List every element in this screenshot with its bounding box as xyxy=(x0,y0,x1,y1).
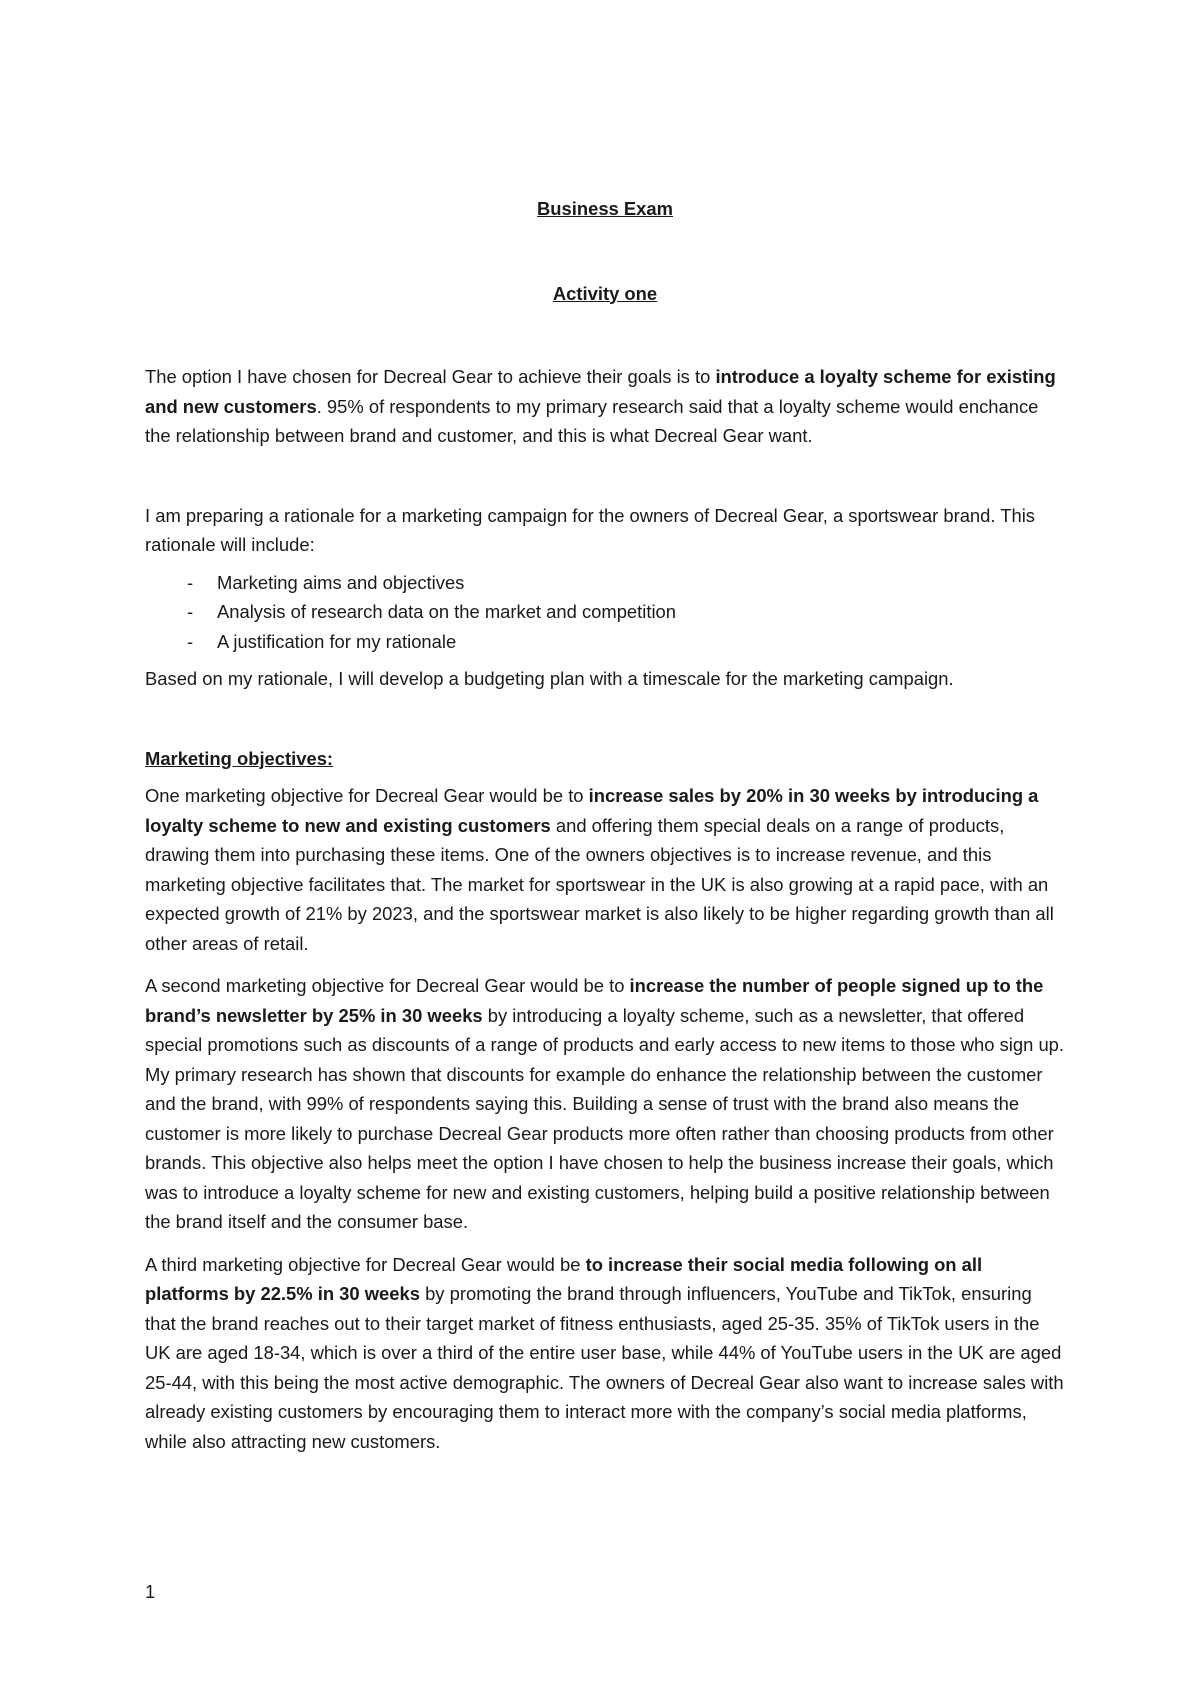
intro-text-1: The option I have chosen for Decreal Gear to achieve their goals is to xyxy=(145,366,716,387)
objective-1-paragraph xyxy=(145,781,1065,958)
objective-3-paragraph xyxy=(145,1250,1065,1457)
bullet-dash: - xyxy=(187,601,194,622)
document-body xyxy=(145,194,1065,1456)
intro-bold-text: introduce a loyalty scheme for existing and new customers xyxy=(145,366,1056,417)
intro-text-2: . 95% of respondents to my primary research said that a loyalty scheme would enchance the relationship between brand and customer, and this is what Decreal Gear want. xyxy=(145,395,1039,446)
objective-2-paragraph xyxy=(145,971,1065,1237)
rationale-intro-paragraph: I am preparing a rationale for a marketing campaign for the owners of Decreal Gear, a sportswear brand. This rationale will include: xyxy=(145,504,1036,555)
bullet-text: A justification for my rationale xyxy=(217,630,457,652)
bullet-dash: - xyxy=(187,630,194,652)
bullet-dash: - xyxy=(187,571,194,593)
objective-1-text-1: One marketing objective for Decreal Gear would be to xyxy=(145,785,589,806)
rationale-bullet-list xyxy=(145,568,1065,657)
objective-3-text-1: A third marketing objective for Decreal Gear would be xyxy=(145,1253,586,1275)
bullet-text: Analysis of research data on the market and competition xyxy=(217,601,676,622)
objective-2-bold-text: increase the number of people signed up to the brand’s newsletter by 25% in 30 weeks xyxy=(145,975,1044,1026)
objective-3-bold-text: to increase their social media following on all platforms by 22.5% in 30 weeks xyxy=(145,1253,983,1304)
list-item xyxy=(145,568,1065,598)
objective-3-text-2: by promoting the brand through influencers, YouTube and TikTok, ensuring that the brand reaches out to their target market of fitness enthusiasts, aged 25-35. 35% of TikTok users in the UK are aged 18-34, which is over a third of the entire user base, while 44% of YouTube users in the UK are aged 25-44, with this being the most active demographic. The owners of Decreal Gear also want to increase sales with already existing customers by encouraging them to interact more with the company’s social media platforms, while also attracting new customers. xyxy=(145,1283,1064,1452)
objective-1-bold-text: increase sales by 20% in 30 weeks by introducing a loyalty scheme to new and existing customers xyxy=(145,785,1039,836)
bullet-text: Marketing aims and objectives xyxy=(217,571,465,593)
objectives-heading: Marketing objectives: xyxy=(145,747,334,769)
objective-2-text-1: A second marketing objective for Decreal Gear would be to xyxy=(145,975,630,996)
objective-2-text-2: by introducing a loyalty scheme, such as a newsletter, that offered special promotions such as discounts of a range of products and early access to new items to those who sign up. My primary research has shown that discounts for example do enhance the relationship between the customer and the brand, with 99% of respondents saying this. Building a sense of trust with the brand also means the customer is more likely to purchase Decreal Gear products more often rather than choosing products from other brands. This objective also helps meet the option I have chosen to help the business increase their goals, which was to introduce a loyalty scheme for new and existing customers, helping build a positive relationship between the brand itself and the consumer base. xyxy=(145,1004,1065,1232)
document-subtitle: Activity one xyxy=(552,282,658,304)
list-item xyxy=(145,627,1065,657)
objective-1-text-2: and offering them special deals on a range of products, drawing them into purchasing these items. One of the owners objectives is to increase revenue, and this marketing objective facilitates that. The market for sportswear in the UK is also growing at a rapid pace, with an expected growth of 21% by 2023, and the sportswear market is also likely to be higher regarding growth than all other areas of retail. xyxy=(145,814,1054,954)
page-number: 1 xyxy=(145,1581,156,1602)
budget-note-paragraph: Based on my rationale, I will develop a budgeting plan with a timescale for the marketing campaign. xyxy=(145,668,954,689)
intro-paragraph xyxy=(145,362,1065,451)
list-item xyxy=(145,597,1065,627)
document-title: Business Exam xyxy=(537,198,673,219)
